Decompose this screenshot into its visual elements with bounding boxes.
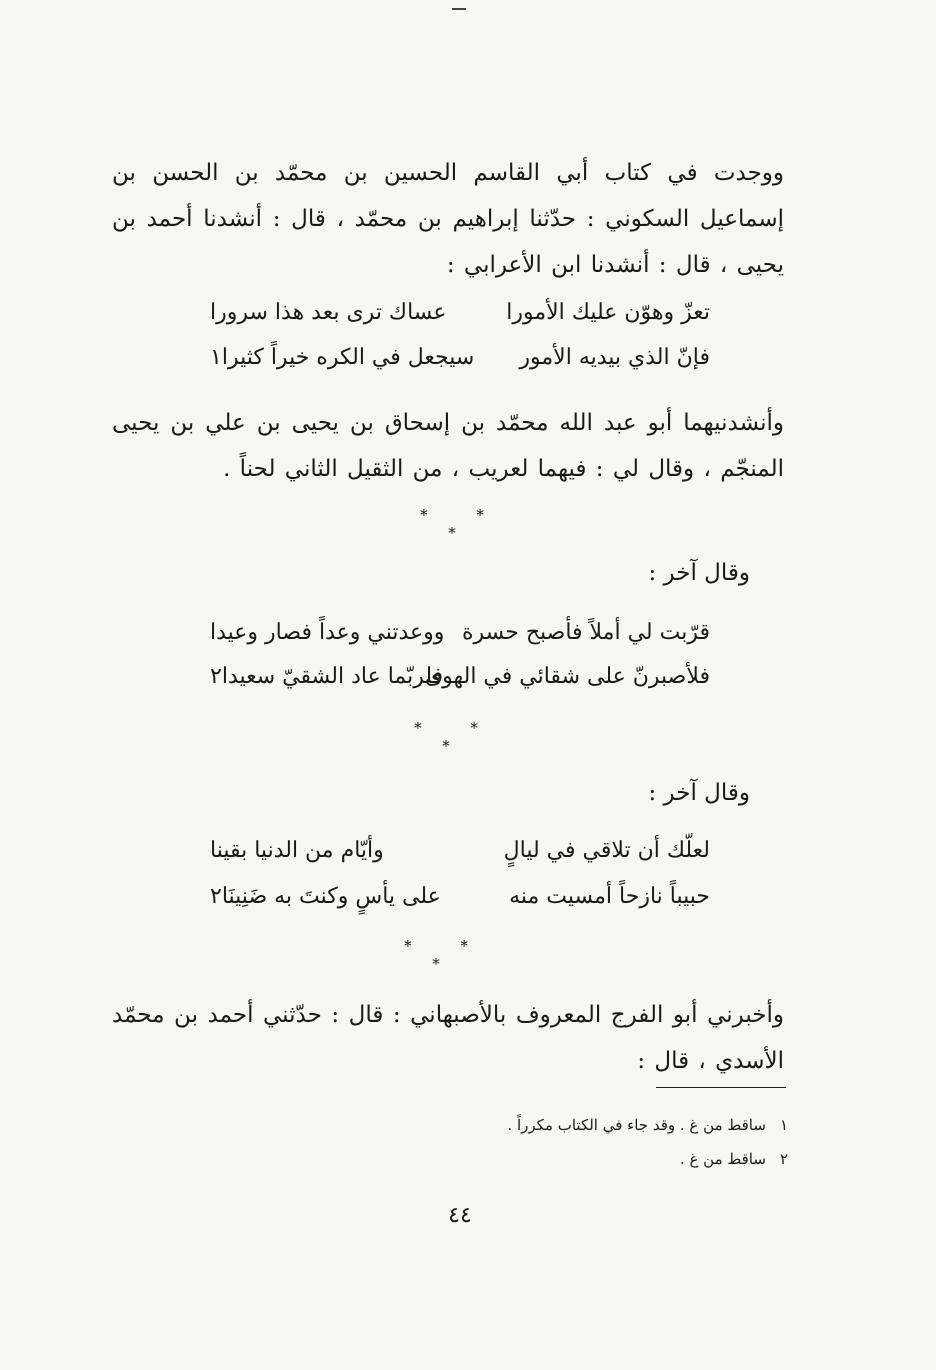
verse-3-first-hemistich: قرّبت لي أملاً فأصبح حسرة: [461, 620, 710, 645]
verse-4-second-hemistich: فلربّما عاد الشقيّ سعيدا٢: [210, 664, 444, 689]
verse-2-second-hemistich: سيجعل في الكره خيراً كثيرا١: [210, 345, 475, 370]
verse-1-first-hemistich: تعزّ وهوّن عليك الأمورا: [506, 300, 710, 325]
verse-1-second-hemistich: عساك ترى بعد هذا سرورا: [210, 300, 447, 325]
footnote-2-text: ساقط من غ .: [679, 1150, 766, 1168]
paragraph-3: وأخبرني أبو الفرج المعروف بالأصبهاني : قال : حدّثني أحمد بن محمّد الأسدي ، قال :: [112, 1002, 784, 1074]
separator-2: * * *: [414, 719, 500, 755]
footnote-1-text: ساقط من غ . وقد جاء في الكتاب مكرراً .: [507, 1116, 766, 1134]
verse-6-first-hemistich: حبيباً نازحاً أمسيت منه: [509, 884, 710, 909]
verse-5: [210, 838, 710, 884]
verse-2-first-hemistich: فإنّ الذي بيديه الأمور: [519, 345, 710, 370]
verse-2: [210, 345, 710, 391]
paragraph-2: وأنشدنيهما أبو عبد الله محمّد بن إسحاق بن يحيى بن علي بن يحيى المنجّم ، وقال لي : فيهما لعريب ، من الثقيل الثاني لحناً .: [112, 410, 784, 482]
footnote-rule: [656, 1087, 786, 1088]
verse-3-second-hemistich: ووعدتني وعداً فصار وعيدا: [210, 620, 445, 645]
footnote-2: [680, 1150, 788, 1168]
verse-6: [210, 884, 710, 930]
top-mark: [452, 8, 466, 10]
verse-4-first-hemistich: فلأصبرنّ على شقائي في الهوى: [424, 664, 710, 689]
verse-6-second-hemistich: على يأسٍ وكنتَ به ضَنِينَا٢: [210, 884, 441, 909]
intro-another-2: وقال آخر :: [648, 780, 750, 806]
intro-another-1: وقال آخر :: [648, 560, 750, 586]
separator-1: * * *: [420, 506, 506, 542]
page-number: ٤٤: [448, 1203, 472, 1228]
verse-5-first-hemistich: لعلّك أن تلاقي في ليالٍ: [503, 838, 710, 863]
footnote-2-number: ٢: [779, 1150, 788, 1168]
footnote-1-number: ١: [779, 1116, 788, 1134]
paragraph-1: ووجدت في كتاب أبي القاسم الحسين بن محمّد بن الحسن بن إسماعيل السكوني : حدّثنا إبراهيم بن محمّد ، قال : أنشدنا أحمد بن يحيى ، قال : أنشدنا ابن الأعرابي :: [112, 160, 784, 278]
verse-5-second-hemistich: وأيّام من الدنيا بقينا: [210, 838, 384, 863]
footnote-1: [507, 1116, 788, 1134]
verse-4: [210, 664, 710, 710]
verse-1: [210, 300, 710, 346]
verse-3: [210, 620, 710, 666]
separator-3: * * *: [404, 937, 490, 973]
